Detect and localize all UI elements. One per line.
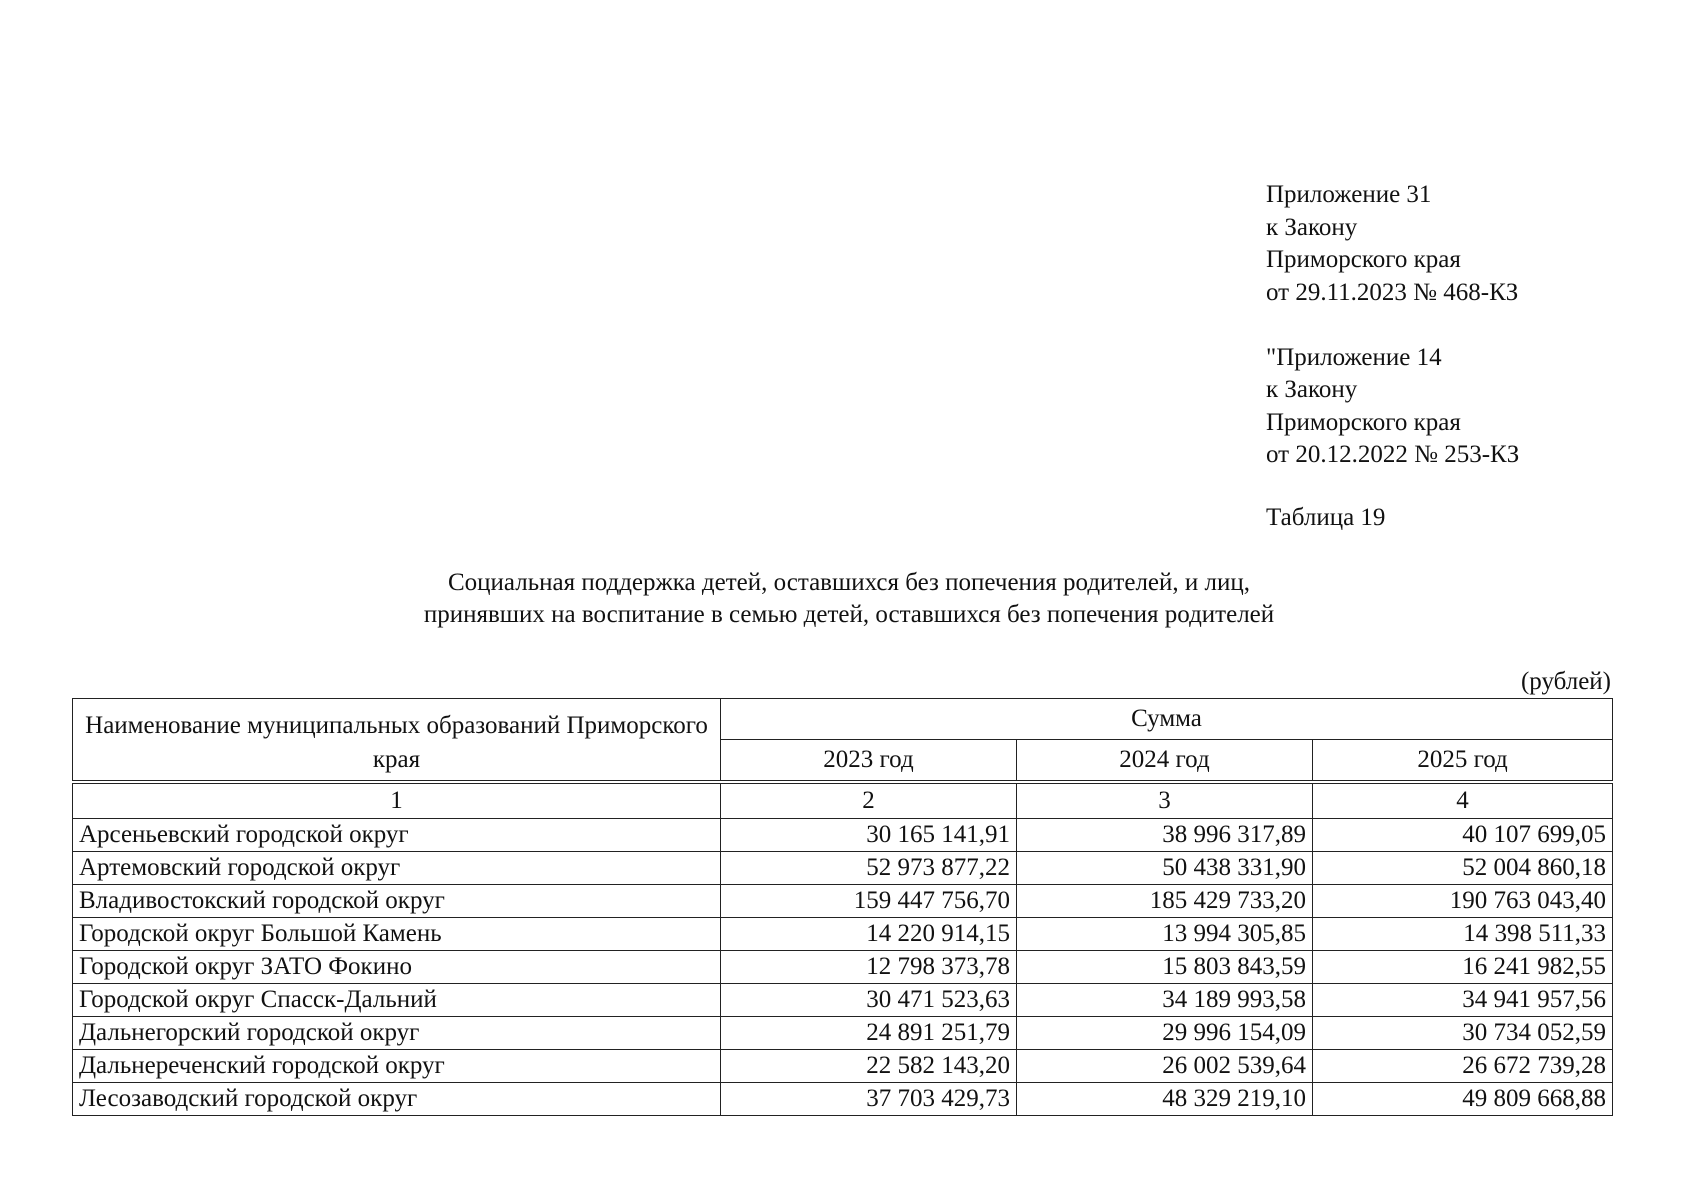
- value-2023: 52 973 877,22: [721, 852, 1017, 885]
- value-2025: 40 107 699,05: [1313, 819, 1613, 852]
- annex-block-original: [1266, 342, 1519, 472]
- municipality-name: Дальнереченский городской округ: [73, 1050, 721, 1083]
- table-number-label: Таблица 19: [1266, 504, 1386, 531]
- table-row: [73, 918, 1613, 951]
- table-row: [73, 819, 1613, 852]
- value-2023: 30 165 141,91: [721, 819, 1017, 852]
- value-2023: 14 220 914,15: [721, 918, 1017, 951]
- value-2023: 22 582 143,20: [721, 1050, 1017, 1083]
- table-row: [73, 1017, 1613, 1050]
- column-number: 3: [1017, 782, 1313, 819]
- municipality-name: Городской округ Спасск-Дальний: [73, 984, 721, 1017]
- annex-line: Приморского края: [1266, 408, 1461, 436]
- value-2023: 12 798 373,78: [721, 951, 1017, 984]
- municipality-name: Владивостокский городской округ: [73, 885, 721, 918]
- annex-line: от 29.11.2023 № 468-КЗ: [1266, 278, 1519, 306]
- header-year-2023: 2023 год: [721, 740, 1017, 783]
- header-year-2025: 2025 год: [1313, 740, 1613, 783]
- document-title: [0, 567, 1698, 631]
- column-number: 2: [721, 782, 1017, 819]
- value-2024: 38 996 317,89: [1017, 819, 1313, 852]
- value-2025: 34 941 957,56: [1313, 984, 1613, 1017]
- value-2025: 16 241 982,55: [1313, 951, 1613, 984]
- annex-line: Приложение 31: [1266, 181, 1432, 208]
- value-2024: 15 803 843,59: [1017, 951, 1313, 984]
- value-2023: 24 891 251,79: [721, 1017, 1017, 1050]
- municipality-name: Дальнегорский городской округ: [73, 1017, 721, 1050]
- value-2023: 30 471 523,63: [721, 984, 1017, 1017]
- value-2025: 52 004 860,18: [1313, 852, 1613, 885]
- title-line: принявших на воспитание в семью детей, оставшихся без попечения родителей: [423, 601, 1275, 628]
- value-2024: 50 438 331,90: [1017, 852, 1313, 885]
- table-body: [73, 782, 1613, 1116]
- annex-line: к Закону: [1266, 213, 1358, 241]
- annex-line: "Приложение 14: [1266, 343, 1442, 371]
- header-year-2024: 2024 год: [1017, 740, 1313, 783]
- value-2025: 26 672 739,28: [1313, 1050, 1613, 1083]
- table-row: [73, 984, 1613, 1017]
- annex-line: к Закону: [1266, 376, 1358, 403]
- table-row: [73, 852, 1613, 885]
- table-row: [73, 1083, 1613, 1116]
- municipality-name: Артемовский городской округ: [73, 852, 721, 885]
- municipality-name: Городской округ Большой Камень: [73, 918, 721, 951]
- value-2025: 49 809 668,88: [1313, 1083, 1613, 1116]
- units-label: (рублей): [1520, 668, 1611, 695]
- value-2024: 13 994 305,85: [1017, 918, 1313, 951]
- value-2025: 190 763 043,40: [1313, 885, 1613, 918]
- header-municipality: Наименование муниципальных образований Приморского края: [73, 699, 721, 783]
- column-number: 4: [1313, 782, 1613, 819]
- value-2025: 30 734 052,59: [1313, 1017, 1613, 1050]
- value-2023: 159 447 756,70: [721, 885, 1017, 918]
- value-2024: 48 329 219,10: [1017, 1083, 1313, 1116]
- value-2024: 29 996 154,09: [1017, 1017, 1313, 1050]
- value-2023: 37 703 429,73: [721, 1083, 1017, 1116]
- column-number: 1: [73, 782, 721, 819]
- annex-header: [1266, 179, 1519, 472]
- column-number-row: [73, 782, 1613, 819]
- annex-line: Приморского края: [1266, 246, 1461, 273]
- municipality-name: Городской округ ЗАТО Фокино: [73, 951, 721, 984]
- annex-line: от 20.12.2022 № 253-КЗ: [1266, 441, 1520, 468]
- budget-table: [72, 698, 1613, 1116]
- annex-block-current: [1266, 179, 1519, 309]
- table-row: [73, 951, 1613, 984]
- value-2025: 14 398 511,33: [1313, 918, 1613, 951]
- value-2024: 185 429 733,20: [1017, 885, 1313, 918]
- table-row: [73, 1050, 1613, 1083]
- table-row: [73, 885, 1613, 918]
- header-sum: Сумма: [721, 699, 1613, 740]
- municipality-name: Арсеньевский городской округ: [73, 819, 721, 852]
- title-line: Социальная поддержка детей, оставшихся без попечения родителей, и лиц,: [447, 569, 1251, 596]
- value-2024: 26 002 539,64: [1017, 1050, 1313, 1083]
- municipality-name: Лесозаводский городской округ: [73, 1083, 721, 1116]
- value-2024: 34 189 993,58: [1017, 984, 1313, 1017]
